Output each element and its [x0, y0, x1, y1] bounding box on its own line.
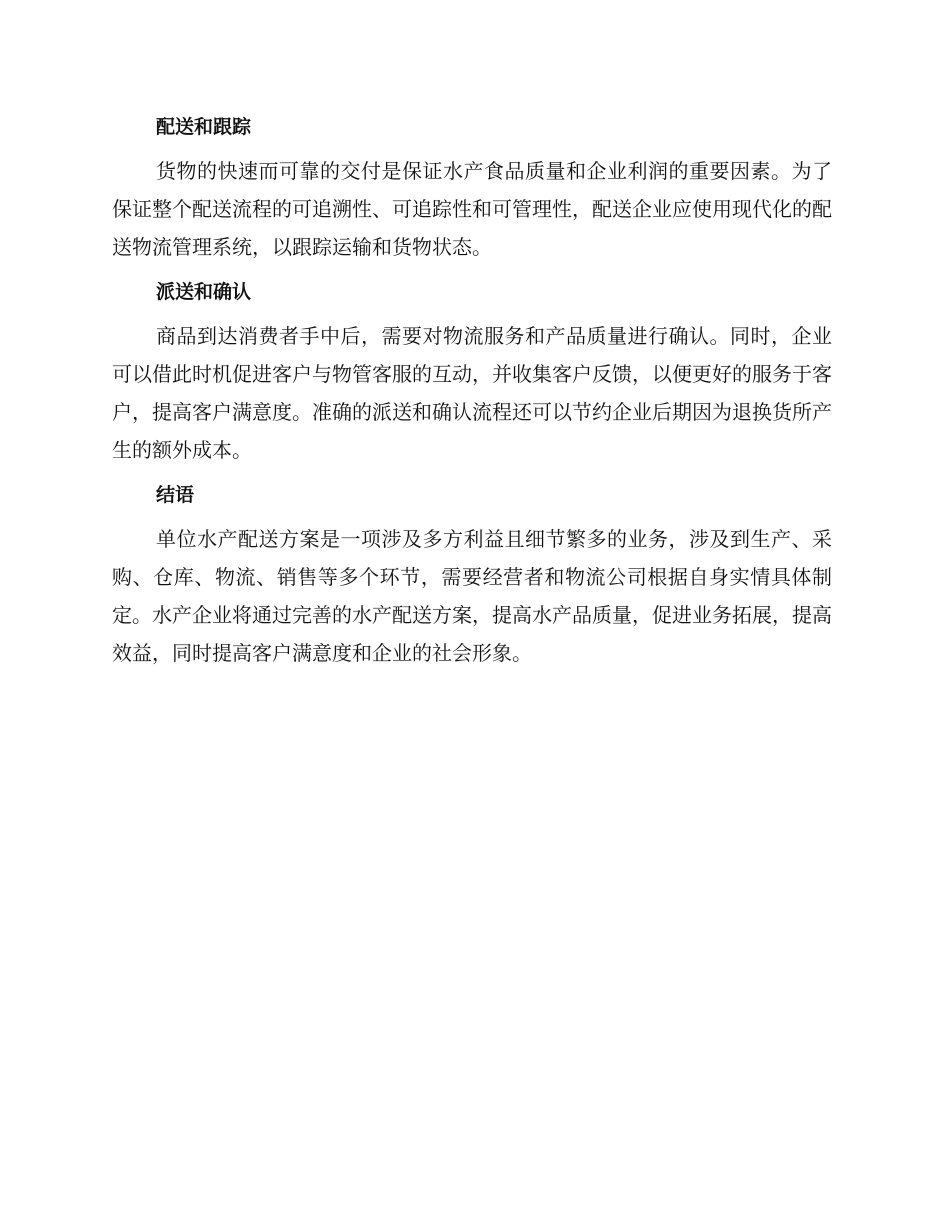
- section-heading: 派送和确认: [156, 281, 252, 303]
- section-heading: 配送和跟踪: [156, 116, 252, 138]
- section-paragraph: 货物的快速而可靠的交付是保证水产食品质量和企业利润的重要因素。为了保证整个配送流程的可追溯性、可追踪性和可管理性，配送企业应使用现代化的配送物流管理系统，以跟踪运输和货物状态。: [112, 159, 832, 259]
- section-heading: 结语: [156, 484, 195, 506]
- section-delivery-tracking: [112, 112, 832, 266]
- document-page: [112, 112, 832, 683]
- section-paragraph: 单位水产配送方案是一项涉及多方利益且细节繁多的业务，涉及到生产、采购、仓库、物流、销售等多个环节，需要经营者和物流公司根据自身实情具体制定。水产企业将通过完善的水产配送方案，提高水产品质量，促进业务拓展，提高效益，同时提高客户满意度和企业的社会形象。: [112, 527, 832, 665]
- section-dispatch-confirmation: [112, 277, 832, 469]
- section-paragraph: 商品到达消费者手中后，需要对物流服务和产品质量进行确认。同时，企业可以借此时机促进客户与物管客服的互动，并收集客户反馈，以便更好的服务于客户，提高客户满意度。准确的派送和确认流程还可以节约企业后期因为退换货所产生的额外成本。: [112, 324, 832, 462]
- section-conclusion: [112, 480, 832, 672]
